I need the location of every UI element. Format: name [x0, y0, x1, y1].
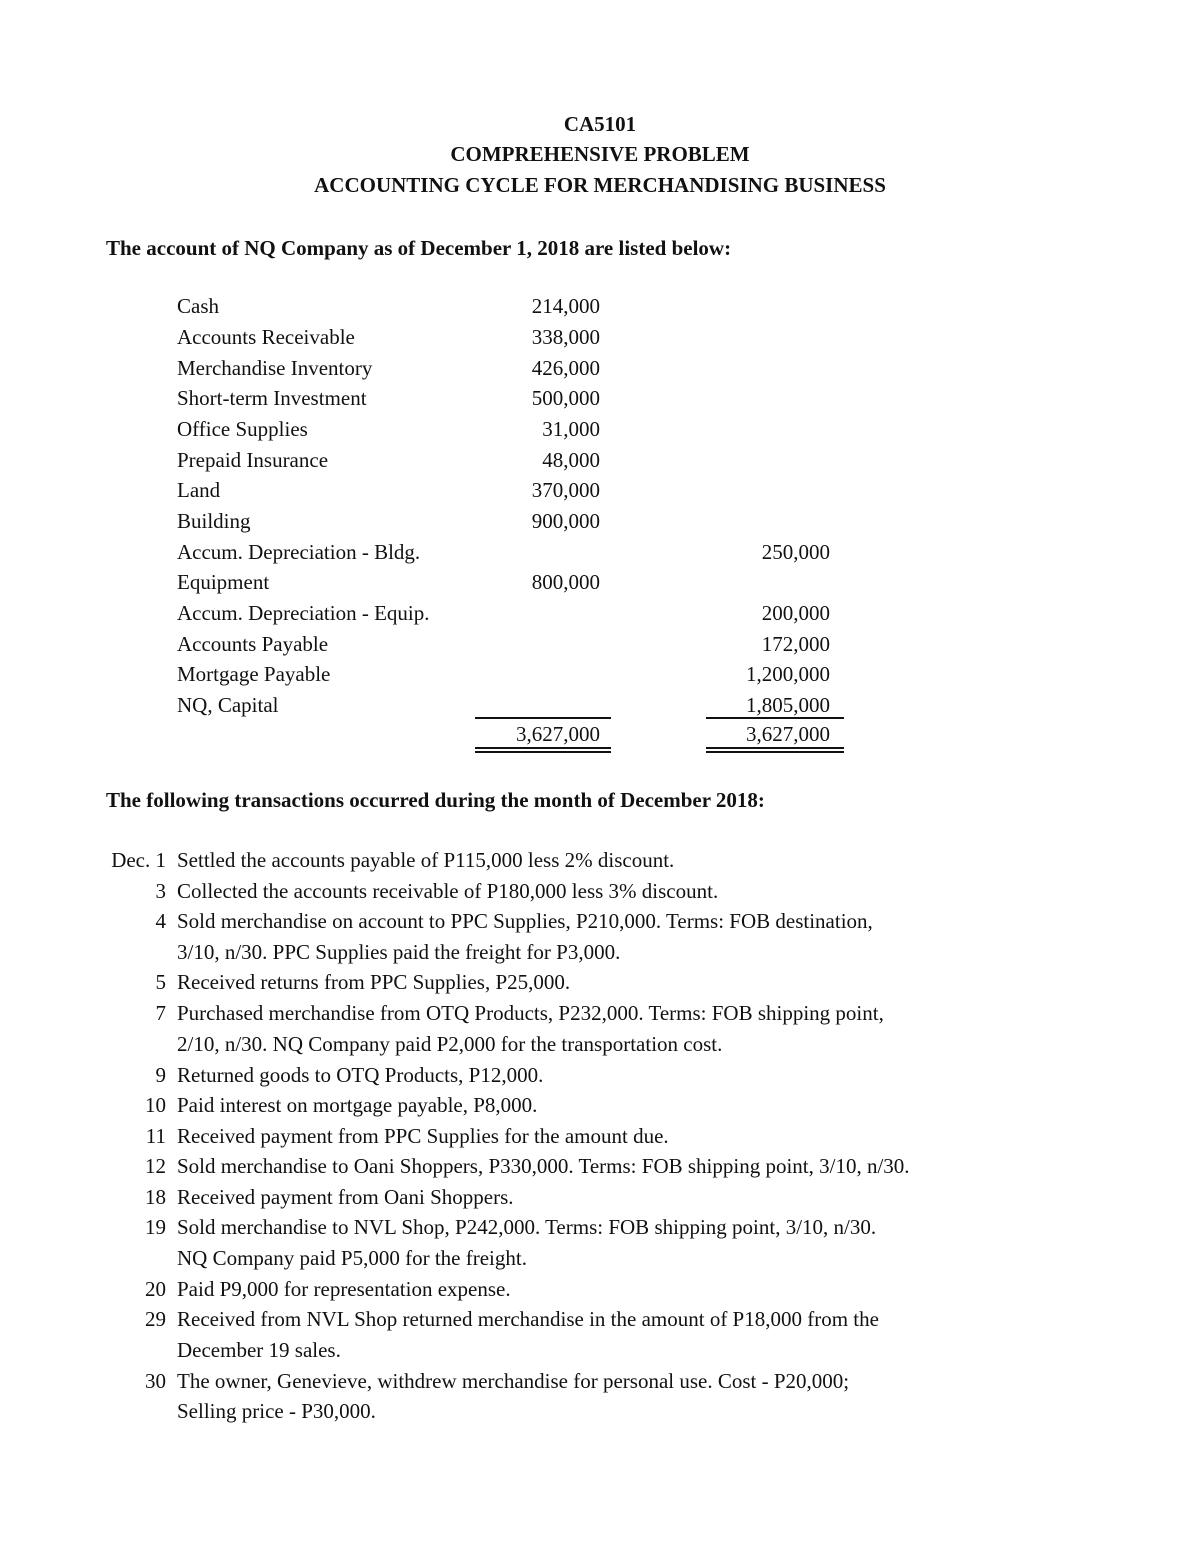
- account-name: Short-term Investment: [177, 386, 367, 410]
- account-name: Building: [177, 509, 251, 533]
- transaction-text: Settled the accounts payable of P115,000 less 2% discount.: [177, 848, 675, 872]
- transaction-text: Returned goods to OTQ Products, P12,000.: [177, 1063, 544, 1087]
- account-debit: 370,000: [531, 478, 600, 502]
- transaction-text: Received from NVL Shop returned merchandise in the amount of P18,000 from the: [177, 1307, 879, 1331]
- transaction-line: [0, 1215, 1200, 1246]
- transaction-text: Selling price - P30,000.: [177, 1399, 376, 1423]
- transaction-date: 30: [145, 1369, 166, 1393]
- account-row: [0, 294, 1200, 325]
- account-name: NQ, Capital: [177, 693, 279, 717]
- transaction-date: 4: [155, 909, 166, 933]
- account-credit: 1,200,000: [746, 662, 830, 686]
- transaction-line: [0, 879, 1200, 910]
- account-name: Equipment: [177, 570, 270, 594]
- transaction-text: Received returns from PPC Supplies, P25,000.: [177, 970, 571, 994]
- account-debit: 800,000: [531, 570, 600, 594]
- transaction-text: NQ Company paid P5,000 for the freight.: [177, 1246, 527, 1270]
- transaction-line: [0, 1246, 1200, 1277]
- transaction-line: [0, 940, 1200, 971]
- transaction-text: Received payment from Oani Shoppers.: [177, 1185, 514, 1209]
- transaction-text: Sold merchandise to Oani Shoppers, P330,000. Terms: FOB shipping point, 3/10, n/30.: [177, 1154, 910, 1178]
- account-row: [0, 386, 1200, 417]
- transaction-line: [0, 1185, 1200, 1216]
- transaction-text: December 19 sales.: [177, 1338, 341, 1362]
- account-row: [0, 540, 1200, 571]
- transaction-text: Paid P9,000 for representation expense.: [177, 1277, 511, 1301]
- accounts-heading: The account of NQ Company as of December 1, 2018 are listed below:: [106, 236, 732, 260]
- account-debit: 31,000: [542, 417, 600, 441]
- account-row: [0, 478, 1200, 509]
- account-name: Accum. Depreciation - Equip.: [177, 601, 430, 625]
- account-name: Office Supplies: [177, 417, 308, 441]
- transaction-date: 18: [145, 1185, 166, 1209]
- account-credit: 250,000: [761, 540, 830, 564]
- transaction-line: [0, 970, 1200, 1001]
- transaction-text: Sold merchandise on account to PPC Supplies, P210,000. Terms: FOB destination,: [177, 909, 873, 933]
- account-credit: 200,000: [761, 601, 830, 625]
- credit-double-rule-1: [706, 747, 844, 749]
- transaction-date: Dec. 1: [111, 848, 166, 872]
- account-name: Cash: [177, 294, 219, 318]
- account-name: Land: [177, 478, 221, 502]
- transaction-line: [0, 848, 1200, 879]
- transaction-line: [0, 1032, 1200, 1063]
- transaction-date: 7: [155, 1001, 166, 1025]
- transaction-line: [0, 1338, 1200, 1369]
- debit-total-rule: [475, 717, 611, 719]
- account-debit: 500,000: [531, 386, 600, 410]
- credit-double-rule-2: [706, 751, 844, 753]
- account-debit: 338,000: [531, 325, 600, 349]
- transaction-text: The owner, Genevieve, withdrew merchandise for personal use. Cost - P20,000;: [177, 1369, 850, 1393]
- account-row: [0, 662, 1200, 693]
- transaction-line: [0, 1307, 1200, 1338]
- transaction-line: [0, 1093, 1200, 1124]
- account-row: [0, 417, 1200, 448]
- transaction-date: 9: [155, 1063, 166, 1087]
- transaction-line: [0, 909, 1200, 940]
- transaction-text: Collected the accounts receivable of P180,000 less 3% discount.: [177, 879, 719, 903]
- account-name: Merchandise Inventory: [177, 356, 373, 380]
- account-name: Mortgage Payable: [177, 662, 331, 686]
- account-row: [0, 325, 1200, 356]
- transaction-line: [0, 1001, 1200, 1032]
- account-credit: 1,805,000: [746, 693, 830, 717]
- transaction-date: 12: [145, 1154, 166, 1178]
- account-name: Accounts Receivable: [177, 325, 355, 349]
- account-row: [0, 632, 1200, 663]
- transaction-text: Purchased merchandise from OTQ Products, P232,000. Terms: FOB shipping point,: [177, 1001, 884, 1025]
- transaction-line: [0, 1063, 1200, 1094]
- debit-double-rule-2: [475, 751, 611, 753]
- transaction-text: Paid interest on mortgage payable, P8,000.: [177, 1093, 538, 1117]
- transaction-date: 5: [155, 970, 166, 994]
- account-row: [0, 693, 1200, 724]
- account-row: [0, 356, 1200, 387]
- account-name: Accum. Depreciation - Bldg.: [177, 540, 421, 564]
- account-name: Prepaid Insurance: [177, 448, 329, 472]
- account-name: Accounts Payable: [177, 632, 329, 656]
- transaction-text: Sold merchandise to NVL Shop, P242,000. Terms: FOB shipping point, 3/10, n/30.: [177, 1215, 877, 1239]
- transaction-line: [0, 1154, 1200, 1185]
- transaction-date: 19: [145, 1215, 166, 1239]
- account-debit: 48,000: [542, 448, 600, 472]
- transaction-date: 29: [145, 1307, 166, 1331]
- account-row: [0, 509, 1200, 540]
- transaction-line: [0, 1124, 1200, 1155]
- account-debit: 426,000: [531, 356, 600, 380]
- document-subtitle: ACCOUNTING CYCLE FOR MERCHANDISING BUSINESS: [314, 173, 886, 197]
- course-code: CA5101: [563, 112, 637, 136]
- transaction-text: Received payment from PPC Supplies for the amount due.: [177, 1124, 669, 1148]
- account-row: [0, 570, 1200, 601]
- transaction-line: [0, 1399, 1200, 1430]
- account-row: [0, 448, 1200, 479]
- transaction-line: [0, 1277, 1200, 1308]
- document-title: COMPREHENSIVE PROBLEM: [450, 142, 750, 166]
- credit-total: 3,627,000: [746, 722, 830, 746]
- transaction-date: 10: [145, 1093, 166, 1117]
- credit-total-rule: [706, 717, 844, 719]
- account-credit: 172,000: [761, 632, 830, 656]
- transaction-date: 3: [155, 879, 166, 903]
- transaction-text: 3/10, n/30. PPC Supplies paid the freight for P3,000.: [177, 940, 621, 964]
- transactions-heading: The following transactions occurred during the month of December 2018:: [106, 788, 765, 812]
- account-row: [0, 601, 1200, 632]
- transaction-line: [0, 1369, 1200, 1400]
- account-debit: 214,000: [531, 294, 600, 318]
- debit-double-rule-1: [475, 747, 611, 749]
- account-debit: 900,000: [531, 509, 600, 533]
- transaction-date: 20: [145, 1277, 166, 1301]
- transaction-text: 2/10, n/30. NQ Company paid P2,000 for the transportation cost.: [177, 1032, 723, 1056]
- transaction-date: 11: [145, 1124, 166, 1148]
- debit-total: 3,627,000: [516, 722, 600, 746]
